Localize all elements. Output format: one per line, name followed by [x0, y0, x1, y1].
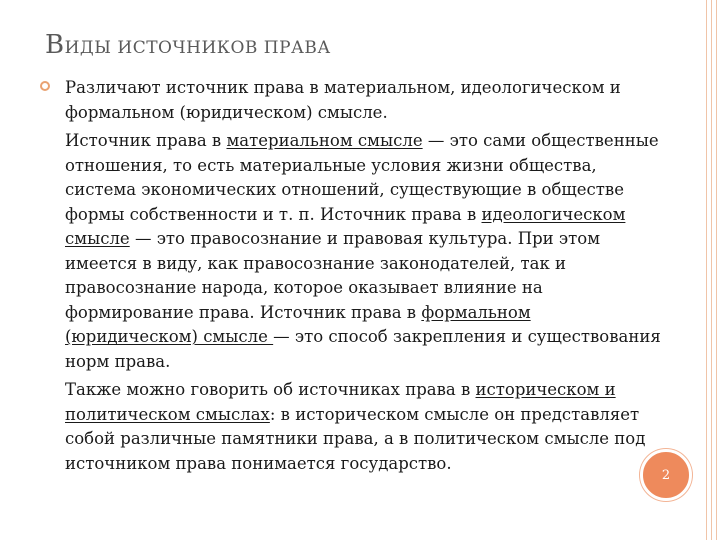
term-material: материальном смысле	[226, 131, 423, 150]
term-historical-political: историческом и политическом смыслах	[65, 380, 616, 424]
text-run: — это способ закрепления и существования норм права.	[65, 327, 661, 371]
text-run: — это сами общественные отношения, то есть материальные условия жизни общества, система экономических отношений, существующие в обществе формы собственности и т. п. Источник права в	[65, 131, 659, 224]
paragraph-sources	[65, 129, 665, 374]
text-run: : в историческом смысле он представляет собой различные памятники права, а в политическом смысле под источником права понимается государство.	[65, 404, 646, 473]
paragraph-text: Различают источник права в материальном, идеологическом и формальном (юридическом) смысле.	[65, 78, 621, 122]
slide-title	[45, 30, 331, 60]
decor-line	[711, 0, 712, 540]
decor-line	[706, 0, 707, 540]
decor-line	[716, 0, 717, 540]
page-number-badge: 2	[640, 449, 692, 501]
title-rest: ИДЫ ИСТОЧНИКОВ ПРАВА	[64, 38, 331, 58]
text-run: — это правосознание и правовая культура. При этом имеется в виду, как правосознание законодателей, так и правосознание народа, которое оказывает влияние на формирование права. Источник права в	[65, 229, 601, 322]
term-ideological: идеологическом смысле	[65, 204, 626, 248]
bullet-icon	[40, 81, 50, 91]
slide-content	[65, 76, 665, 480]
bullet-paragraph	[65, 76, 665, 125]
title-initial: В	[45, 30, 65, 60]
text-run: Также можно говорить об источниках права в	[65, 380, 476, 399]
paragraph-historical	[65, 378, 665, 476]
term-formal: формальном (юридическом) смысле	[65, 302, 531, 346]
text-run: Источник права в	[65, 131, 227, 150]
